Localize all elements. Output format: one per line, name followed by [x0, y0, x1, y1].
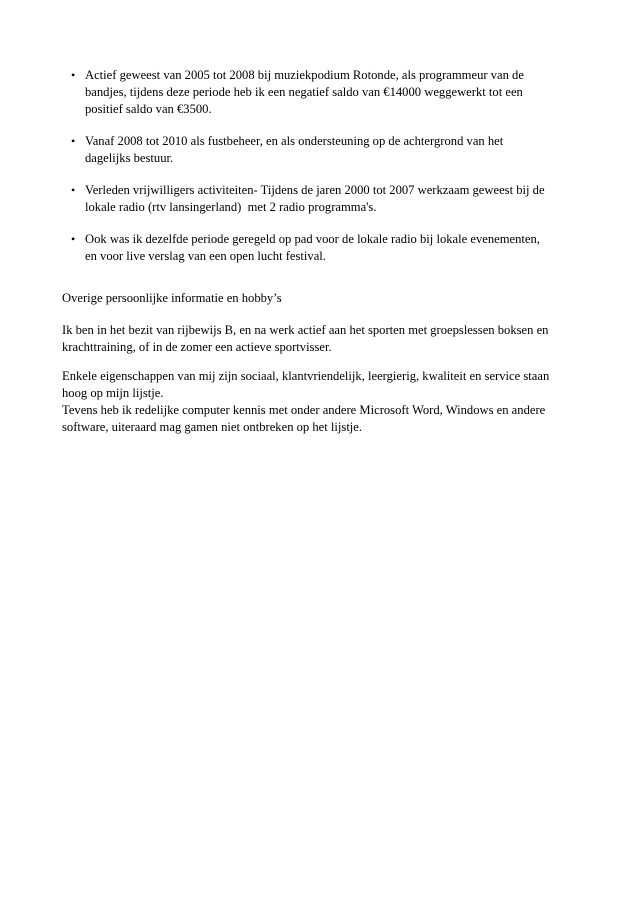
bullet-icon: • — [71, 68, 76, 82]
paragraph-line: krachttraining, of in de zomer een actieve sportvisser. — [62, 340, 332, 354]
bullet-line: dagelijks bestuur. — [85, 151, 174, 165]
bullet-line: positief saldo van €3500. — [85, 102, 212, 116]
bullet-item-fustbeheer — [64, 133, 584, 167]
bullet-item-rotonde — [64, 67, 584, 118]
bullet-line: bandjes, tijdens deze periode heb ik een negatief saldo van €14000 weggewerkt tot een — [85, 85, 523, 99]
paragraph-line: Enkele eigenschappen van mij zijn sociaal, klantvriendelijk, leergierig, kwaliteit en service staan — [62, 369, 550, 383]
bullet-line: Ook was ik dezelfde periode geregeld op pad voor de lokale radio bij lokale evenementen, — [85, 232, 540, 246]
paragraph-line: hoog op mijn lijstje. — [62, 386, 164, 400]
bullet-icon: • — [71, 134, 76, 148]
bullet-item-radio-evenementen — [64, 231, 584, 265]
bullet-icon: • — [71, 232, 76, 246]
bullet-line: en voor live verslag van een open lucht festival. — [85, 249, 326, 263]
experience-bullet-list — [64, 67, 584, 280]
bullet-line: Verleden vrijwilligers activiteiten- Tijdens de jaren 2000 tot 2007 werkzaam geweest bij de — [85, 183, 545, 197]
paragraph-line: Tevens heb ik redelijke computer kennis met onder andere Microsoft Word, Windows en andere — [62, 403, 546, 417]
bullet-line: Vanaf 2008 tot 2010 als fustbeheer, en als ondersteuning op de achtergrond van het — [85, 134, 504, 148]
paragraph-eigenschappen — [62, 368, 582, 436]
bullet-line: lokale radio (rtv lansingerland) met 2 radio programma's. — [85, 200, 377, 214]
bullet-line: Actief geweest van 2005 tot 2008 bij muziekpodium Rotonde, als programmeur van de — [85, 68, 524, 82]
paragraph-line: Ik ben in het bezit van rijbewijs B, en na werk actief aan het sporten met groepslessen boksen en — [62, 323, 549, 337]
paragraph-line: software, uiteraard mag gamen niet ontbreken op het lijstje. — [62, 420, 363, 434]
bullet-icon: • — [71, 183, 76, 197]
paragraph-rijbewijs — [62, 322, 582, 356]
bullet-item-vrijwilligers — [64, 182, 584, 216]
section-heading — [62, 290, 582, 307]
section-heading-text: Overige persoonlijke informatie en hobby’s — [62, 291, 282, 305]
